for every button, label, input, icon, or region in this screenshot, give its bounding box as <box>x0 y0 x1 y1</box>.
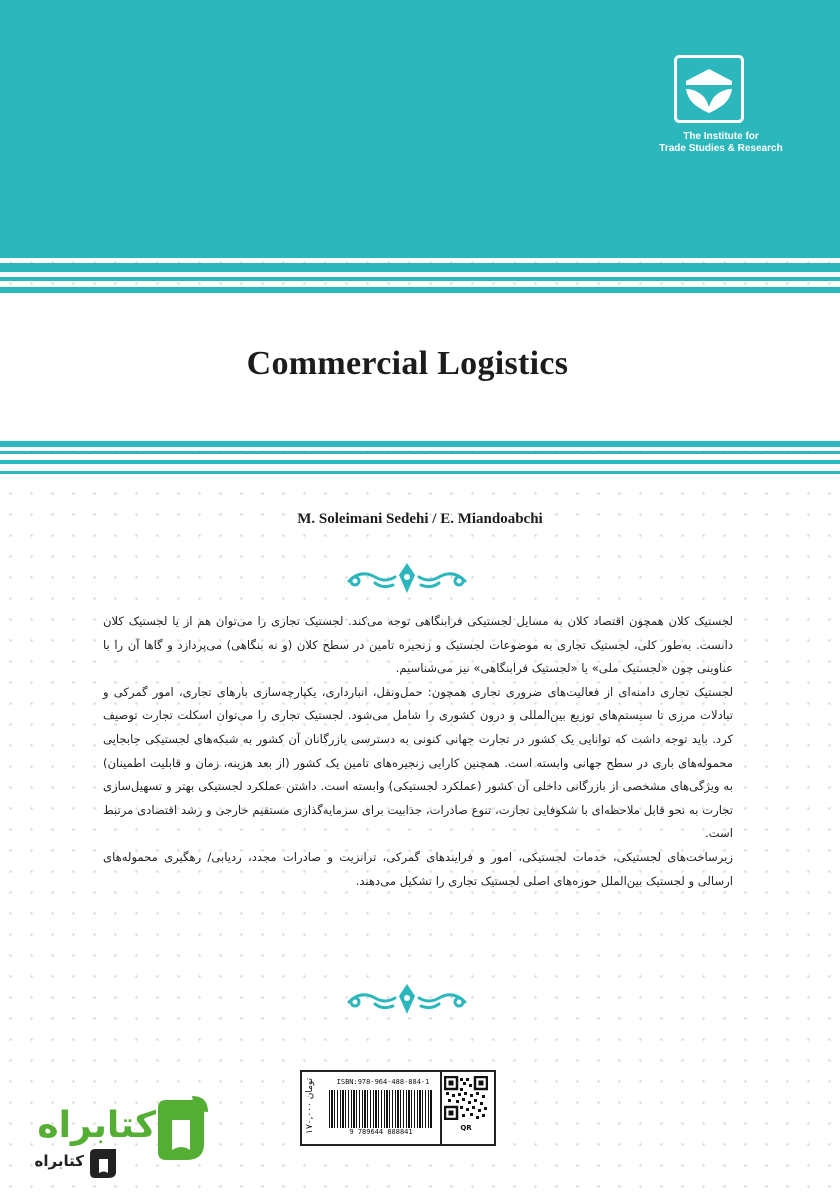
ornament-divider <box>345 559 469 599</box>
qr-label: QR <box>460 1124 472 1132</box>
description-paragraph: لجستیک کلان همچون اقتصاد کلان به مسایل لجستیکی فرابنگاهی توجه می‌کند. لجستیک تجاری را می‌توان هم از یا لجستیک کلان دانست. به‌طور کلی، لجستیک تجاری به موضوعات لجستیک و زنجیره تامین در سطح کلان (و نه بنگاهی) می‌پردازد و گاها آن را با عناوینی چون «لجستیک ملی» یا «لجستیک فرابنگاهی» نیز می‌شناسیم. <box>103 614 733 676</box>
book-title: Commercial Logistics <box>246 345 569 382</box>
watermark-brand-small: کتابراه <box>34 1152 84 1170</box>
top-teal-band <box>0 0 840 258</box>
publisher-name-line2: Trade Studies & Research <box>659 143 783 154</box>
stripe-divider <box>0 471 840 474</box>
book-leaf-icon <box>152 1094 210 1166</box>
ornament-divider <box>345 980 469 1020</box>
barcode-digits: 9 789644 888841 <box>349 1128 413 1136</box>
description-paragraph: لجستیک تجاری دامنه‌ای از فعالیت‌های ضروری تجاری همچون: حمل‌ونقل، انبارداری، یکپارچه‌سازی بارهای تجاری، امور گمرکی و تبادلات مرزی تا سیستم‌های توزیع بین‌المللی و درون کشوری را شامل می‌شود. لجستیک تجاری را می‌توان اسکلت تجارت توصیف کرد. باید توجه داشت که توانایی یک کشور در تجارت جهانی کنونی به دسترسی بازرگانان آن کشور به شبکه‌های لجستیکی جابجایی محموله‌های باری در سطح جهانی وابسته است. همچنین کارایی زنجیره‌های تامین یک کشور (از بعد هزینه، زمان و قابلیت اطمینان) به ویژگی‌های مشخصی از بازرگانی داخلی آن کشور (عملکرد لجستیکی) وابسته است. داشتن عملکرد لجستیکی بهتر و تسهیل‌سازی تجارت به نحو قابل ملاحظه‌ای با شکوفایی تجارت، تنوع صادرات، جذابیت برای سرمایه‌گذاری مستقیم خارجی و رشد اقتصادی مرتبط است. <box>103 684 733 841</box>
publisher-logo <box>674 55 744 123</box>
book-leaf-small-icon <box>86 1146 120 1180</box>
qr-code <box>444 1076 488 1120</box>
stripe-divider <box>0 263 840 272</box>
isbn-label: ISBN:978-964-488-884-1 <box>336 1078 430 1086</box>
watermark-logo <box>152 1094 210 1166</box>
ornament-icon <box>345 559 469 599</box>
book-authors: M. Soleimani Sedehi / E. Miandoabchi <box>297 511 543 527</box>
watermark-logo-small <box>86 1146 120 1180</box>
stripe-divider <box>0 441 840 447</box>
description-paragraph: زیرساخت‌های لجستیکی، خدمات لجستیکی، امور و فرایندهای گمرکی، ترانزیت و صادرات مجدد، ردیابی/ رهگیری محموله‌های ارسالی و لجستیک بین‌الملل حوزه‌های اصلی لجستیک تجاری را تشکیل می‌دهند. <box>103 849 733 888</box>
ornament-icon <box>345 980 469 1020</box>
watermark-brand-large: کتابراه <box>37 1105 156 1146</box>
barcode <box>329 1090 433 1128</box>
qr-code-icon <box>444 1076 488 1120</box>
price-label: ۱۷۰,۰۰۰ تومان <box>305 1077 315 1134</box>
publisher-name-line1: The Institute for <box>683 131 759 142</box>
book-description <box>103 610 733 893</box>
publisher-name <box>636 131 806 155</box>
stripe-divider <box>0 451 840 454</box>
stripe-divider <box>0 460 840 464</box>
publisher-logo-icon <box>674 55 744 123</box>
stripe-divider <box>0 277 840 281</box>
stripe-divider <box>0 287 840 293</box>
